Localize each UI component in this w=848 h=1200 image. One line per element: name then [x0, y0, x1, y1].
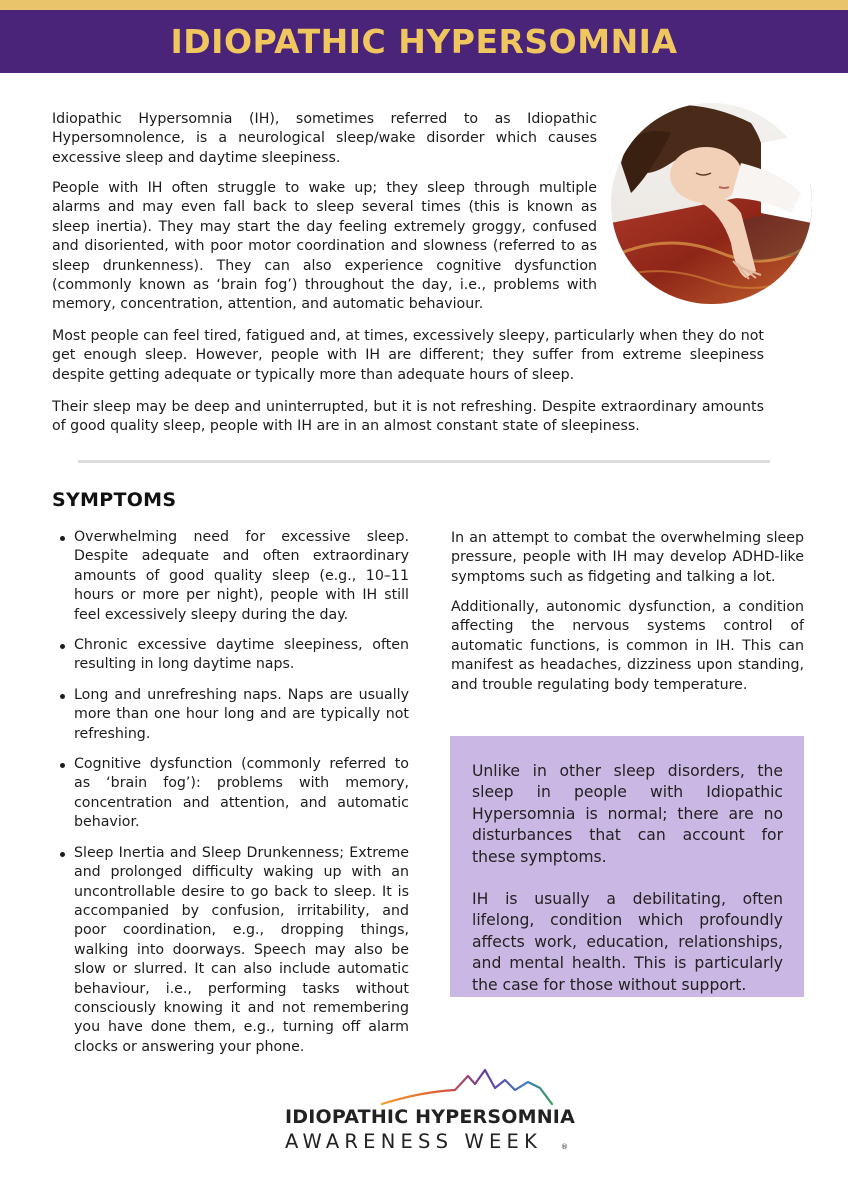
- symptom-text: Overwhelming need for excessive sleep. Despite adequate and often extraordinary amounts of good quality sleep (e.g., 10–11 hours or more per night), people with IH still feel excessively sleepy during the day.: [74, 529, 409, 623]
- bullet-icon: [60, 644, 65, 649]
- symptom-item: [56, 686, 409, 744]
- awareness-week-logo: [280, 1068, 575, 1158]
- intro-paragraph-2: People with IH often struggle to wake up; they sleep through multiple alarms and may even fall back to sleep several times (this is known as sleep inertia). They may start the day feeling extremely groggy, confused and disoriented, with poor motor coordination and slowness (referred to as sleep drunkenness). They can also experience cognitive dysfunction (commonly known as ‘brain fog’) throughout the day, i.e., problems with memory, concentration, attention, and automatic behaviour.: [52, 180, 597, 313]
- symptom-text: Sleep Inertia and Sleep Drunkenness; Extreme and prolonged difficulty waking up with an uncontrollable desire to go back to sleep. It is accompanied by confusion, irritability, and poor coordination, e.g., dropping things, walking into doorways. Speech may also be slow or slurred. It can also include automatic behaviour, i.e., performing tasks without consciously knowing it and not remembering you have done them, e.g., turning off alarm clocks or answering your phone.: [74, 844, 409, 1055]
- callout-box: [450, 736, 804, 997]
- symptom-text: Chronic excessive daytime sleepiness, often resulting in long daytime naps.: [74, 637, 409, 673]
- intro-paragraph-1: Idiopathic Hypersomnia (IH), sometimes referred to as Idiopathic Hypersomnolence, is a neurological sleep/wake disorder which causes excessive sleep and daytime sleepiness.: [52, 111, 597, 166]
- symptoms-list: [56, 528, 409, 1068]
- bullet-icon: [60, 536, 65, 541]
- symptom-item: [56, 755, 409, 833]
- top-accent-stripe: [0, 0, 848, 10]
- callout-paragraph-1: Unlike in other sleep disorders, the sleep in people with Idiopathic Hypersomnia is normal; there are no disturbances that can account for these symptoms.: [472, 762, 783, 866]
- symptom-item: [56, 844, 409, 1057]
- bullet-icon: [60, 694, 65, 699]
- bullet-icon: [60, 763, 65, 768]
- symptom-item: [56, 528, 409, 625]
- symptoms-right-paragraph-2: Additionally, autonomic dysfunction, a condition affecting the nervous systems control of automatic functions, is common in IH. This can manifest as headaches, dizziness upon standing, and trouble regulating body temperature.: [451, 599, 804, 693]
- logo-subtitle: AWARENESS WEEK: [285, 1130, 543, 1153]
- bullet-icon: [60, 852, 65, 857]
- symptom-item: [56, 636, 409, 675]
- title-banner: [0, 10, 848, 73]
- intro-paragraph-3: Most people can feel tired, fatigued and, at times, excessively sleepy, particularly when they do not get enough sleep. However, people with IH are different; they suffer from extreme sleepiness despite getting adequate or typically more than adequate hours of sleep.: [52, 328, 764, 383]
- sleeping-woman-photo: [611, 103, 812, 304]
- intro-paragraph-4: Their sleep may be deep and uninterrupted, but it is not refreshing. Despite extraordinary amounts of good quality sleep, people with IH are in an almost constant state of sleepiness.: [52, 399, 764, 435]
- sleep-wave-icon: [380, 1068, 560, 1108]
- symptom-text: Cognitive dysfunction (commonly referred to as ‘brain fog’): problems with memory, concentration and attention, and automatic behavior.: [74, 756, 409, 831]
- section-divider: [78, 460, 770, 463]
- registered-mark: ®: [561, 1143, 568, 1151]
- logo-title: IDIOPATHIC HYPERSOMNIA: [285, 1106, 575, 1128]
- symptoms-right-paragraph-1: In an attempt to combat the overwhelming sleep pressure, people with IH may develop ADHD-like symptoms such as fidgeting and talking a lot.: [451, 530, 804, 585]
- symptom-text: Long and unrefreshing naps. Naps are usually more than one hour long and are typically not refreshing.: [74, 686, 409, 742]
- page-title: IDIOPATHIC HYPERSOMNIA: [170, 22, 678, 61]
- symptoms-heading: SYMPTOMS: [52, 489, 177, 511]
- callout-paragraph-2: IH is usually a debilitating, often lifelong, condition which profoundly affects work, education, relationships, and mental health. This is particularly the case for those without support.: [472, 890, 783, 994]
